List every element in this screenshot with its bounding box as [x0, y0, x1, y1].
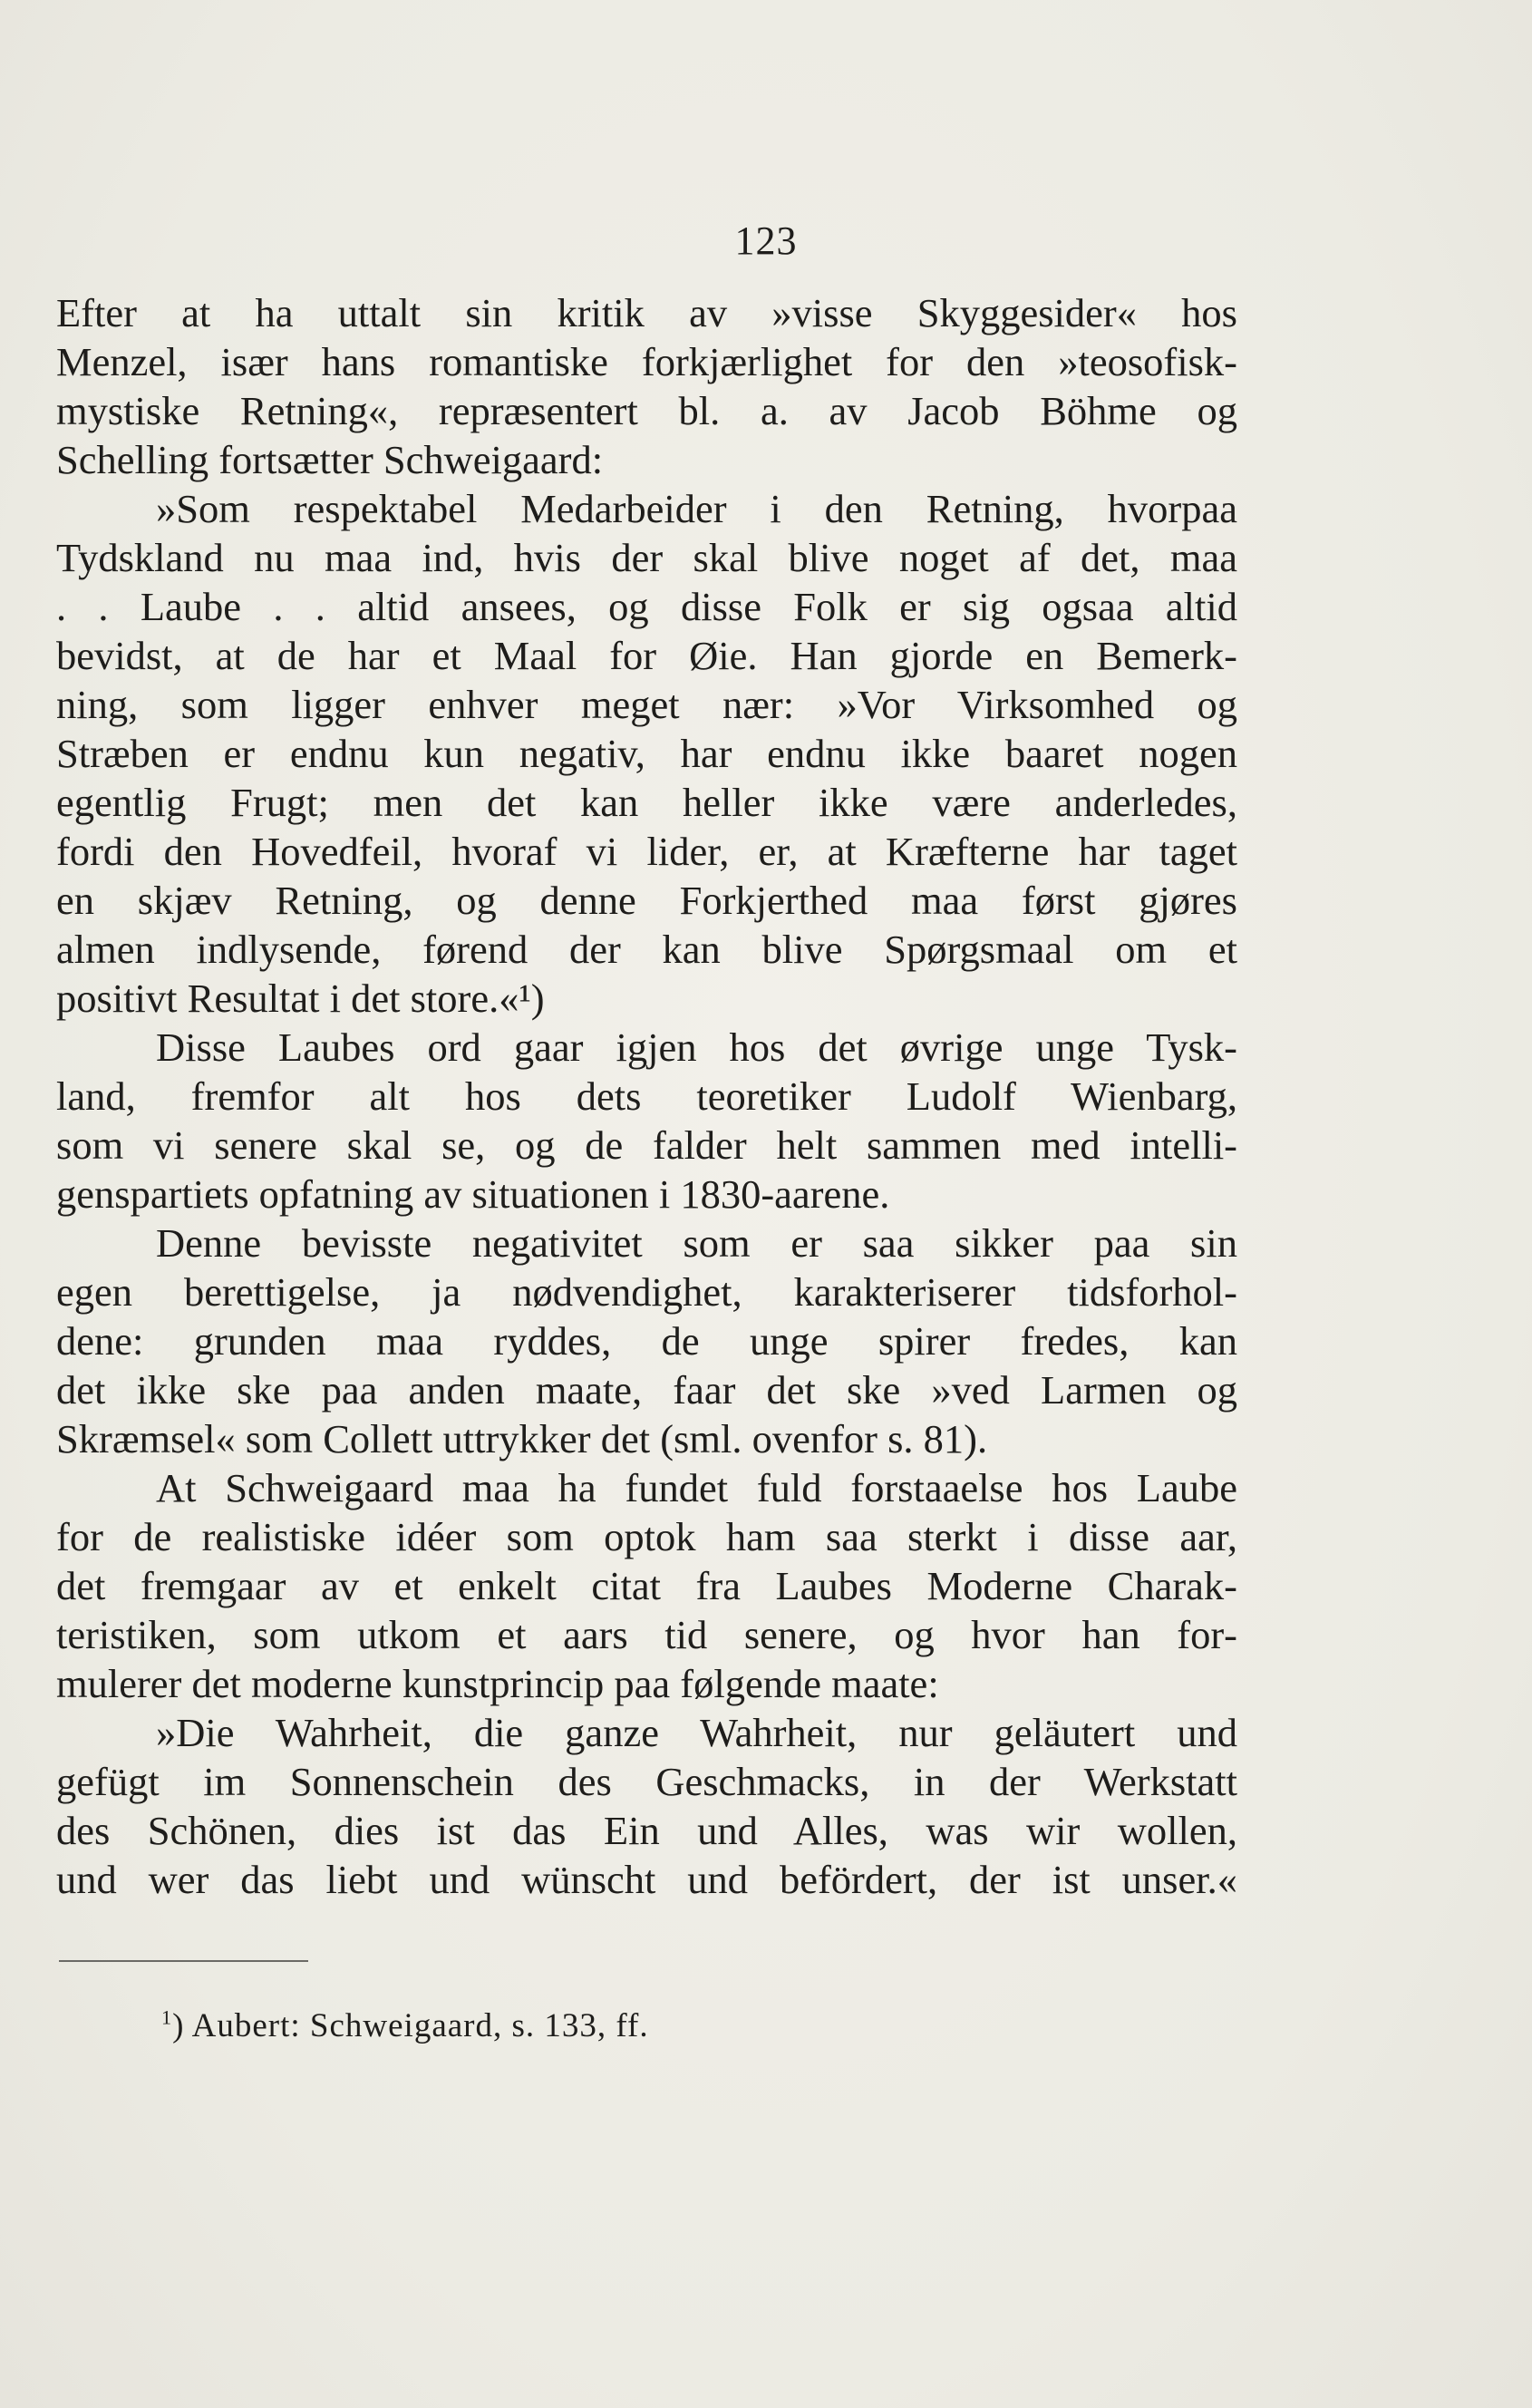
text-line: Denne bevisste negativitet som er saa sikker paa sin: [156, 1220, 1237, 1266]
text-line: »Som respektabel Medarbeider i den Retning, hvorpaa: [156, 486, 1237, 531]
text-line: Stræben er endnu kun negativ, har endnu ikke baaret nogen: [56, 731, 1237, 776]
footnote-marker: 1: [161, 2005, 173, 2029]
text-line: som vi senere skal se, og de falder helt sammen med intelli‐: [56, 1122, 1237, 1168]
text-line: Tydskland nu maa ind, hvis der skal blive noget af det, maa: [56, 535, 1237, 580]
text-line: ning, som ligger enhver meget nær: »Vor Virksomhed og: [56, 682, 1237, 727]
text-line: mystiske Retning«, repræsentert bl. a. av Jacob Böhme og: [56, 388, 1237, 433]
text-line: positivt Resultat i det store.«¹): [56, 976, 545, 1021]
text-line: egentlig Frugt; men det kan heller ikke være anderledes,: [56, 780, 1237, 825]
text-line: genspartiets opfatning av situationen i 1830‐aarene.: [56, 1171, 890, 1217]
text-line: bevidst, at de har et Maal for Øie. Han gjorde en Bemerk‐: [56, 633, 1237, 678]
page-number: 123: [734, 218, 798, 263]
text-line: det ikke ske paa anden maate, faar det ske »ved Larmen og: [56, 1367, 1237, 1413]
text-line: Menzel, især hans romantiske forkjærlighet for den »teosofisk‐: [56, 339, 1237, 384]
text-line: det fremgaar av et enkelt citat fra Laubes Moderne Charak‐: [56, 1563, 1237, 1608]
text-line: teristiken, som utkom et aars tid senere, og hvor han for‐: [56, 1612, 1237, 1657]
text-line: . . Laube . . altid ansees, og disse Folk er sig ogsaa altid: [56, 584, 1237, 629]
text-line: for de realistiske idéer som optok ham saa sterkt i disse aar,: [56, 1514, 1237, 1559]
text-line: dene: grunden maa ryddes, de unge spirer fredes, kan: [56, 1318, 1237, 1364]
text-line: fordi den Hovedfeil, hvoraf vi lider, er, at Kræfterne har taget: [56, 829, 1237, 874]
text-line: almen indlysende, førend der kan blive Spørgsmaal om et: [56, 927, 1237, 972]
text-line: land, fremfor alt hos dets teoretiker Ludolf Wienbarg,: [56, 1073, 1237, 1119]
text-line: und wer das liebt und wünscht und befördert, der ist unser.«: [56, 1857, 1237, 1902]
text-line: gefügt im Sonnenschein des Geschmacks, in der Werkstatt: [56, 1759, 1237, 1804]
text-line: Schelling fortsætter Schweigaard:: [56, 437, 604, 482]
text-line: At Schweigaard maa ha fundet fuld forstaaelse hos Laube: [156, 1465, 1237, 1510]
text-line: Efter at ha uttalt sin kritik av »visse Skyggesider« hos: [56, 290, 1237, 335]
footnote-divider: [59, 1960, 308, 1962]
text-line: des Schönen, dies ist das Ein und Alles, was wir wollen,: [56, 1808, 1237, 1853]
body-text: [56, 288, 1237, 1904]
text-line: en skjæv Retning, og denne Forkjerthed maa først gjøres: [56, 878, 1237, 923]
footnote-text: ) Aubert: Schweigaard, s. 133, ff.: [172, 2007, 649, 2044]
text-line: Disse Laubes ord gaar igjen hos det øvrige unge Tysk‐: [156, 1024, 1237, 1070]
text-line: »Die Wahrheit, die ganze Wahrheit, nur geläutert und: [156, 1710, 1237, 1755]
text-line: Skræmsel« som Collett uttrykker det (sml. ovenfor s. 81).: [56, 1416, 988, 1461]
text-line: egen berettigelse, ja nødvendighet, karakteriserer tidsforhol‐: [56, 1269, 1237, 1315]
footnote: [161, 2004, 649, 2049]
text-line: mulerer det moderne kunstprincip paa følgende maate:: [56, 1661, 939, 1706]
